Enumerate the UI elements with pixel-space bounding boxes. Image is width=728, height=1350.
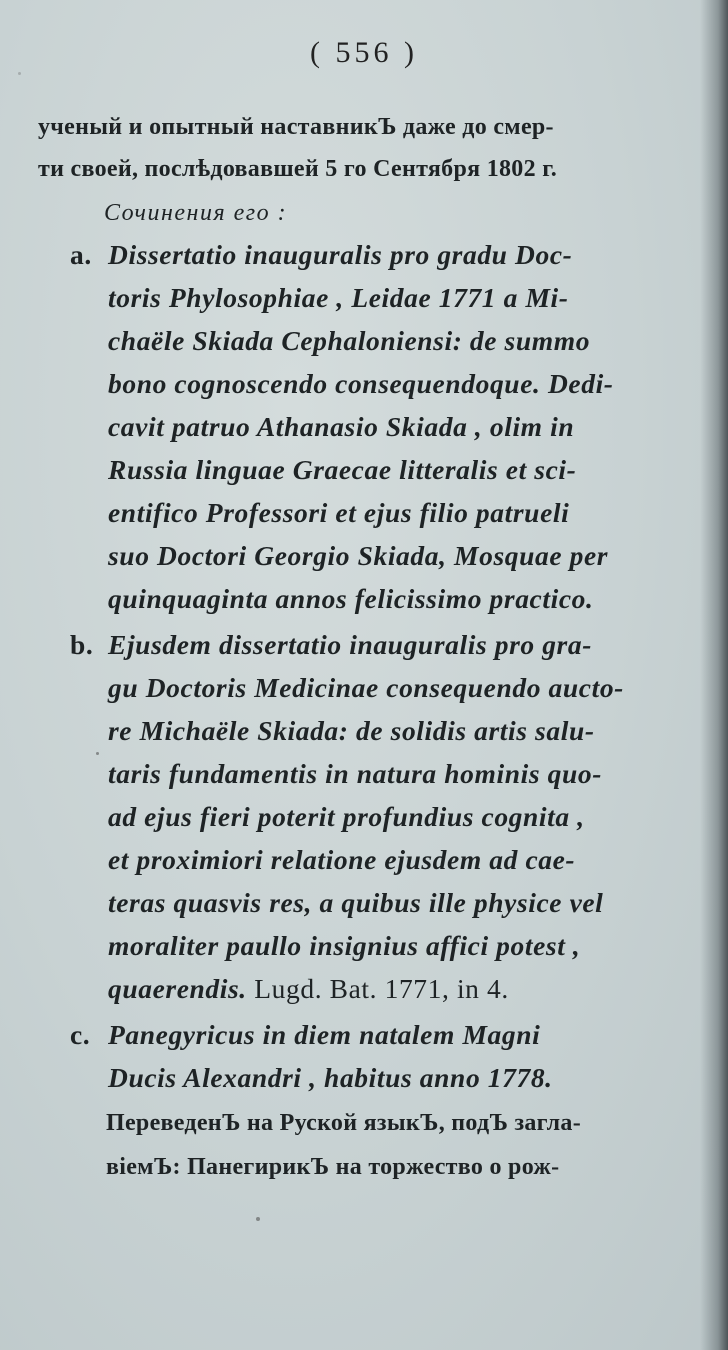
paper-speck — [18, 72, 21, 75]
text-line: віемЪ: ПанегирикЪ на торжество о рож- — [106, 1154, 560, 1180]
text-line: teras quasvis res, a quibus ille physice vel — [108, 887, 604, 918]
paper-speck — [96, 752, 99, 755]
list-item-c — [70, 1018, 540, 1052]
text-line: ПереведенЪ на Руской языкЪ, подЪ загла- — [106, 1110, 582, 1136]
text-line: ти своей, послѣдовавшей 5 го Сентября 1802 г. — [38, 156, 557, 182]
text-line: quinquaginta annos felicissimo practico. — [108, 583, 594, 614]
list-marker: b. — [70, 629, 94, 660]
text-line-mixed — [108, 972, 509, 1006]
text-line: moraliter paullo insignius affici potest , — [108, 930, 581, 961]
text-italic-part: quaerendis. — [108, 973, 247, 1004]
text-line: Ejusdem dissertatio inauguralis pro gra- — [108, 629, 592, 660]
list-item-a — [70, 238, 572, 272]
text-line: cavit patruo Athanasio Skiada , olim in — [108, 411, 575, 442]
text-line: ученый и опытный наставникЪ даже до смер- — [38, 114, 554, 140]
text-line: chaële Skiada Cephaloniensi: de summo — [108, 325, 591, 356]
text-line: Russia linguae Graecae litteralis et sci- — [108, 454, 577, 485]
text-line: ad ejus fieri poterit profundius cognita , — [108, 801, 585, 832]
text-line: Dissertatio inauguralis pro gradu Doc- — [108, 239, 573, 270]
list-marker: c. — [70, 1019, 91, 1050]
list-marker: a. — [70, 239, 92, 270]
section-heading: Сочинения его : — [104, 200, 288, 226]
text-line: bono cognoscendo consequendoque. Dedi- — [108, 368, 614, 399]
text-line: toris Phylosophiae , Leidae 1771 a Mi- — [108, 282, 569, 313]
text-line: entifico Professori et ejus filio patrueli — [108, 497, 570, 528]
text-line: taris fundamentis in natura hominis quo- — [108, 758, 602, 789]
text-line: Panegyricus in diem natalem Magni — [108, 1019, 541, 1050]
page-number: ( 556 ) — [310, 36, 418, 69]
text-roman-part: Lugd. Bat. 1771, in 4. — [246, 973, 509, 1004]
text-line: suo Doctori Georgio Skiada, Mosquae per — [108, 540, 609, 571]
text-line: re Michaële Skiada: de solidis artis salu- — [108, 715, 595, 746]
list-item-b — [70, 628, 592, 662]
paper-speck — [256, 1217, 260, 1221]
text-line: et proximiori relatione ejusdem ad cae- — [108, 844, 576, 875]
text-line: Ducis Alexandri , habitus anno 1778. — [108, 1062, 553, 1093]
text-line: gu Doctoris Medicinae consequendo aucto- — [108, 672, 624, 703]
